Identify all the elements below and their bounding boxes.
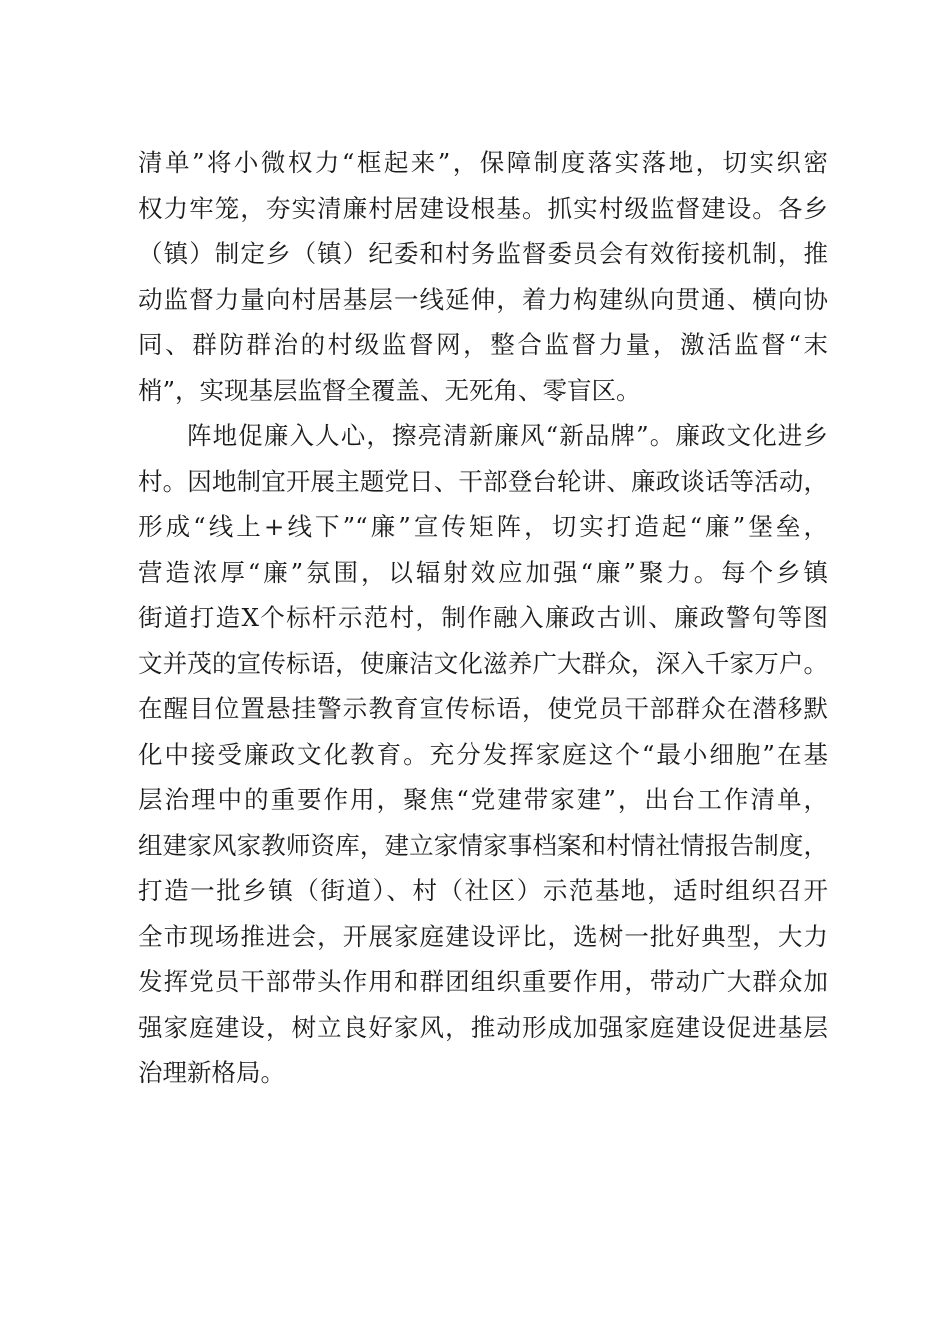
text-line: 组建家风家教师资库，建立家情家事档案和村情社情报告制度， (138, 830, 828, 860)
text-line: 动监督力量向村居基层一线延伸，着力构建纵向贯通、横向协 (138, 284, 828, 314)
paragraph-2 (138, 413, 828, 1096)
text-line: 权力牢笼，夯实清廉村居建设根基。抓实村级监督建设。各乡 (138, 193, 828, 223)
text-line: 化中接受廉政文化教育。充分发挥家庭这个“最小细胞”在基 (138, 739, 828, 769)
text-line: 层治理中的重要作用，聚焦“党建带家建”，出台工作清单， (138, 785, 828, 814)
text-line: 发挥党员干部带头作用和群团组织重要作用，带动广大群众加 (138, 967, 828, 996)
text-line: 治理新格局。 (138, 1058, 285, 1087)
text-line: 清单”将小微权力“框起来”，保障制度落实落地，切实织密 (138, 148, 828, 177)
text-line: 形成“线上+线下”“廉”宣传矩阵，切实打造起“廉”堡垒， (138, 512, 828, 541)
text-line: 打造一批乡镇（街道）、村（社区）示范基地，适时组织召开 (138, 876, 828, 905)
text-line: （镇）制定乡（镇）纪委和村务监督委员会有效衔接机制，推 (138, 239, 828, 268)
body-text (138, 140, 828, 1096)
paragraph-1 (138, 140, 828, 413)
text-line: 全市现场推进会，开展家庭建设评比，选树一批好典型，大力 (138, 921, 828, 951)
text-line: 村。因地制宜开展主题党日、干部登台轮讲、廉政谈话等活动， (138, 466, 828, 496)
text-line: 强家庭建设，树立良好家风，推动形成加强家庭建设促进基层 (138, 1012, 828, 1042)
text-line: 梢”，实现基层监督全覆盖、无死角、零盲区。 (138, 375, 641, 405)
text-line: 在醒目位置悬挂警示教育宣传标语，使党员干部群众在潜移默 (138, 694, 828, 723)
text-line: 营造浓厚“廉”氛围，以辐射效应加强“廉”聚力。每个乡镇 (138, 557, 828, 587)
text-line: 同、群防群治的村级监督网，整合监督力量，激活监督“末 (138, 330, 828, 359)
text-line: 街道打造X个标杆示范村，制作融入廉政古训、廉政警句等图 (138, 603, 828, 632)
text-line: 阵地促廉入人心，擦亮清新廉风“新品牌”。廉政文化进乡 (187, 421, 828, 450)
text-line: 文并茂的宣传标语，使廉洁文化滋养广大群众，深入千家万户。 (138, 648, 828, 678)
